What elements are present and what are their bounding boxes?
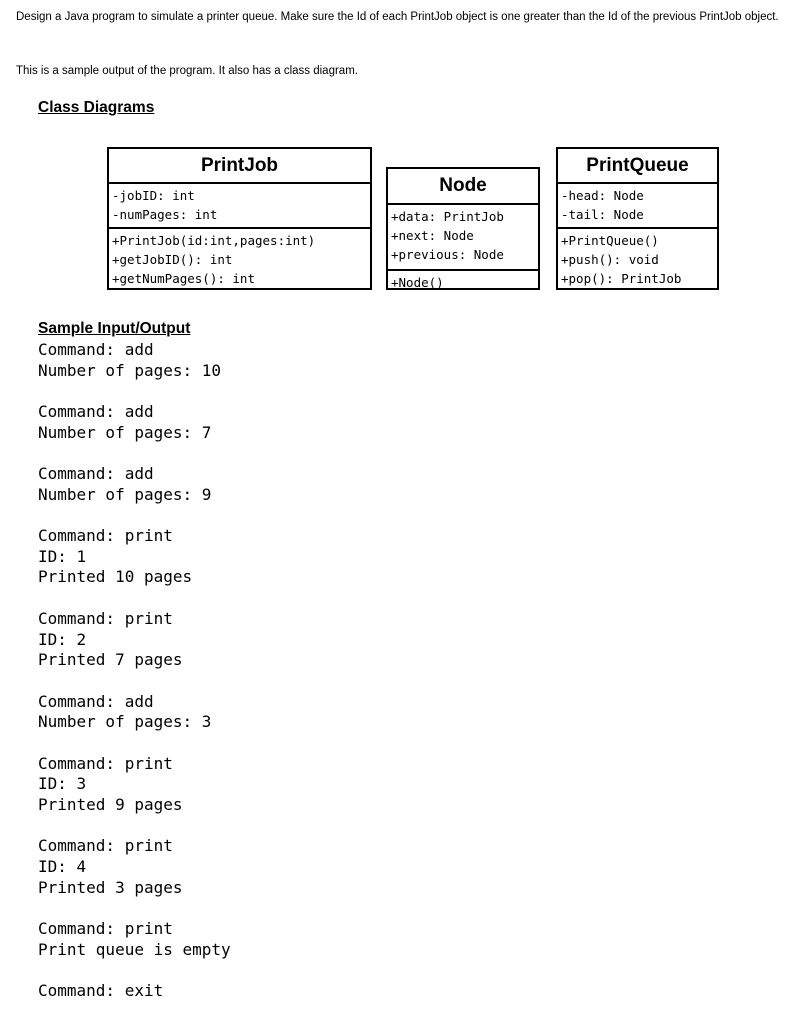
class-name: Node <box>388 169 538 205</box>
io-line: Print queue is empty <box>38 939 231 959</box>
io-block <box>38 981 231 1005</box>
io-block <box>38 526 231 609</box>
class-attributes <box>388 205 538 271</box>
node-class-box <box>386 167 540 290</box>
class-name: PrintJob <box>109 149 370 184</box>
io-line: Command: print <box>38 608 173 628</box>
class-method: +push(): void <box>561 252 659 267</box>
io-line: Number of pages: 7 <box>38 422 212 442</box>
class-attribute: -tail: Node <box>561 207 644 222</box>
io-line: Number of pages: 10 <box>38 360 222 380</box>
class-attribute: -head: Node <box>561 188 644 203</box>
io-block <box>38 754 231 837</box>
io-block <box>38 692 231 754</box>
class-attribute: -numPages: int <box>112 207 218 222</box>
class-attribute: +next: Node <box>391 228 474 243</box>
io-line: Printed 10 pages <box>38 567 193 587</box>
io-line: Command: exit <box>38 981 164 1001</box>
io-block <box>38 402 231 464</box>
io-line: ID: 3 <box>38 774 87 794</box>
printjob-class-box <box>107 147 372 290</box>
io-line: Command: print <box>38 836 173 856</box>
class-diagrams-heading: Class Diagrams <box>38 99 155 116</box>
io-line: ID: 2 <box>38 629 87 649</box>
class-method: +Node() <box>391 275 444 290</box>
class-attributes <box>558 184 717 229</box>
class-name: PrintQueue <box>558 149 717 184</box>
io-line: Command: add <box>38 402 154 421</box>
class-attributes <box>109 184 370 229</box>
class-method: +getJobID(): int <box>112 252 233 267</box>
class-attribute: +previous: Node <box>391 247 504 262</box>
class-method: +getNumPages(): int <box>112 271 255 286</box>
io-line: Number of pages: 3 <box>38 712 212 732</box>
io-line: ID: 1 <box>38 546 87 566</box>
io-block <box>38 919 231 981</box>
io-line: Command: print <box>38 919 173 939</box>
problem-statement: Design a Java program to simulate a printer queue. Make sure the Id of each PrintJob object is one greater than the Id of the previous PrintJob object. <box>16 11 779 23</box>
class-method: +pop(): PrintJob <box>561 271 682 286</box>
io-block <box>38 340 231 402</box>
printqueue-class-box <box>556 147 719 290</box>
class-attribute: -jobID: int <box>112 188 195 203</box>
sample-description: This is a sample output of the program. It also has a class diagram. <box>16 65 358 77</box>
io-line: Command: add <box>38 464 154 483</box>
class-methods <box>109 229 370 290</box>
io-line: Printed 3 pages <box>38 877 183 897</box>
io-line: Printed 9 pages <box>38 795 183 814</box>
io-line: Command: add <box>38 340 154 359</box>
class-methods <box>388 271 538 294</box>
io-line: ID: 4 <box>38 857 87 877</box>
io-line: Command: print <box>38 526 173 545</box>
io-line: Printed 7 pages <box>38 650 183 670</box>
io-line: Number of pages: 9 <box>38 484 212 504</box>
class-attribute: +data: PrintJob <box>391 209 504 224</box>
class-methods <box>558 229 717 290</box>
io-block <box>38 609 231 692</box>
io-block <box>38 836 231 919</box>
sample-io-heading: Sample Input/Output <box>38 320 191 337</box>
sample-io-transcript <box>38 340 231 1005</box>
class-method: +PrintQueue() <box>561 233 659 248</box>
io-block <box>38 464 231 526</box>
io-line: Command: print <box>38 753 173 773</box>
io-line: Command: add <box>38 691 154 711</box>
class-method: +PrintJob(id:int,pages:int) <box>112 233 316 248</box>
